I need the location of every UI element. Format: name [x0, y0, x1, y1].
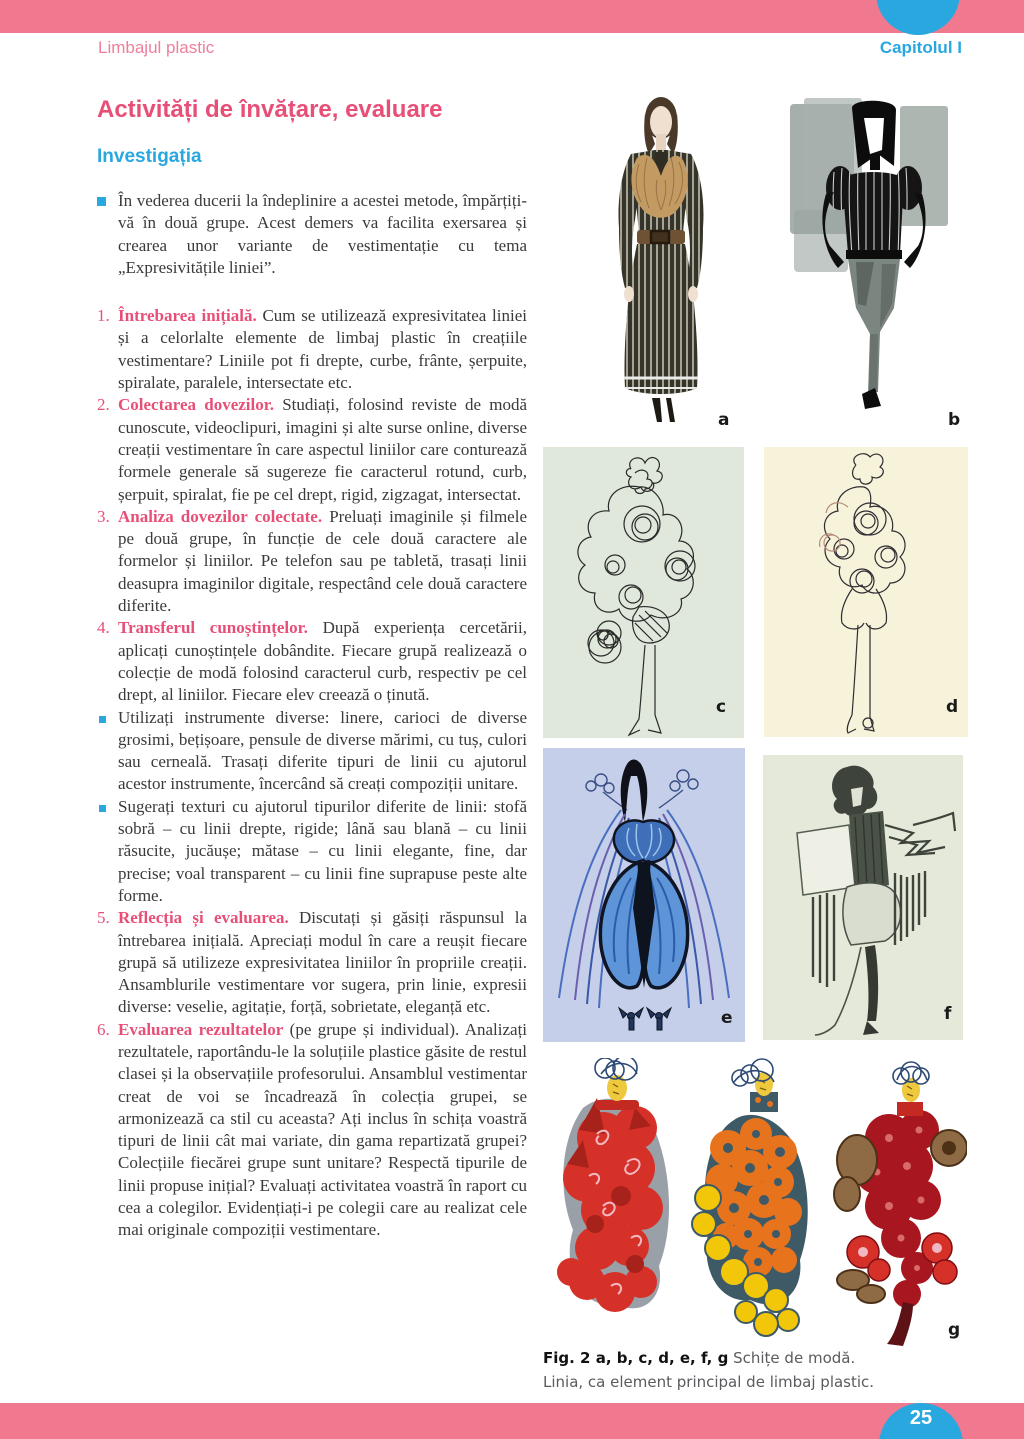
running-header-left: Limbajul plastic — [98, 38, 215, 57]
page-title: Activități de învățare, evaluare — [97, 96, 443, 123]
running-header-chapter: Capitolul I — [879, 38, 962, 57]
sub-bullet-2 — [97, 796, 527, 907]
bullet-text: Sugerați texturi cu ajutorul tipurilor diferite de linii: stofă sobră – cu linii drepte, rigide; lână sau blană – cu linii răsucite, jucăușe; mătase – cu linii elegante, fine, dar precise; voal transparent – cu linii fine suprapuse peste alte forme. — [118, 796, 527, 905]
step-text: (pe grupe și individual). Analizați rezultatele, raportându-le la soluțiile plastice găsite de restul clasei și la observațiile profesorului. Ansamblul vestimentar creat de voi se încadrează în colecția grupei, se armonizează ca stil cu aceasta? Ați inclus în schița voastră tipuri de linii cât mai variate, din gama repartizată grupei? Colecțiile fiecărei grupe sunt unitare? Respectă tipurile de linii propuse inițial? Evaluați activitatea voastră în raport cu cea a colegilor. Evidențiați-i pe colegii care au realizat cele mai originale compoziții vestimentare. — [118, 1019, 528, 1240]
top-pink-bar — [0, 0, 1024, 33]
figure-label-d: d — [946, 697, 959, 717]
step-lead: Reflecția și evaluarea. — [118, 908, 289, 928]
step-5 — [97, 907, 527, 1018]
figure-label-b: b — [948, 410, 961, 430]
bullet-text: Utilizați instrumente diverse: linere, carioci de diverse grosimi, bețișoare, pensule de diverse mărimi, cu tuș, culori sau cerneală. Trasați diferite tipuri de linii cu ajutorul acestor instrumente, încercând să creați compoziții unitare. — [118, 707, 527, 794]
step-lead: Evaluarea rezultatelor — [118, 1019, 284, 1039]
step-text: Studiați, folosind reviste de modă cunoscute, videoclipuri, imagini și alte surse online, diverse creații vestimentare în care aspectul liniilor care conturează formele generale să sugereze fie caracterul rotund, curb, șerpuit, spiralat, fie pe cel drept, rigid, zigzagat, intersectat. — [118, 395, 528, 504]
figure-label-e: e — [721, 1008, 733, 1028]
figure-label-g: g — [948, 1320, 961, 1340]
figure-label-c: c — [716, 697, 727, 717]
step-4 — [97, 617, 527, 706]
figure-label-f: f — [944, 1004, 952, 1024]
intro-paragraph — [97, 190, 527, 279]
intro-text: În vederea ducerii la îndeplinire a acestei metode, împărțiți-vă în două grupe. Acest demers va facilita exersarea și crearea unor variante de vestimentație cu tema „Expresivitățile liniei”. — [118, 191, 527, 277]
figure-caption — [543, 1346, 983, 1394]
fashion-sketch-a — [575, 92, 750, 424]
step-text: După experiența cercetării, aplicați cunoștințele dobândite. Fiecare grupă realizează o colecție de modă folosind caracterul curb, respectiv pe cel drept, al liniilor. Fiecare elev creează o ținută. — [118, 618, 527, 705]
text-column — [97, 190, 527, 1242]
caption-line2: Linia, ca element principal de limbaj plastic. — [543, 1373, 875, 1391]
blue-square-bullet-icon — [97, 197, 106, 206]
fashion-sketch-b — [782, 92, 968, 424]
page-number: 25 — [909, 1407, 933, 1429]
step-number: 6. — [97, 1019, 110, 1039]
step-number: 5. — [97, 908, 110, 928]
step-text: Preluați imaginile și filmele pe două grupe, în funcție de cele două caractere ale formelor și liniilor. Pe telefon sau pe tabletă, trasați linii deasupra imaginilor digitale, respectând cele două caractere diferite. — [118, 506, 527, 616]
step-lead: Întrebarea inițială. — [118, 306, 257, 326]
step-lead: Transferul cunoștințelor. — [118, 618, 308, 638]
fashion-sketch-e — [543, 748, 745, 1042]
step-number: 4. — [97, 618, 110, 638]
fashion-sketch-g — [543, 1058, 967, 1348]
step-lead: Analiza dovezilor colectate. — [118, 506, 323, 526]
fashion-sketch-d — [764, 447, 968, 737]
step-1 — [97, 305, 527, 394]
step-2 — [97, 394, 527, 505]
caption-bold: Fig. 2 a, b, c, d, e, f, g — [543, 1349, 729, 1367]
blue-square-bullet-icon — [99, 805, 106, 812]
caption-rest: Schițe de modă. — [728, 1349, 856, 1367]
section-subtitle: Investigația — [97, 146, 202, 167]
step-number: 3. — [97, 506, 110, 526]
step-number: 2. — [97, 395, 110, 415]
sub-bullet-1 — [97, 707, 527, 796]
step-lead: Colectarea dovezilor. — [118, 395, 274, 415]
step-number: 1. — [97, 306, 110, 326]
fashion-sketch-f — [763, 755, 963, 1040]
figure-label-a: a — [718, 410, 730, 430]
step-6 — [97, 1019, 527, 1242]
fashion-sketch-c — [543, 447, 744, 738]
step-3 — [97, 506, 527, 617]
step-text: Discutați și găsiți răspunsul la întrebarea inițială. Apreciați modul în care a reușit fiecare grupă să utilizeze expresivitatea liniilor în propriile creații. Ansamblurile vestimentare vor sugera, prin linie, expresii diverse: veselie, agitație, forță, sobrietate, eleganță etc. — [118, 908, 527, 1017]
step-text: Cum se utilizează expresivitatea liniei și a celorlalte elemente de limbaj plastic în creațiile vestimentare? Liniile pot fi drepte, curbe, frânte, șerpuite, spiralate, paralele, intersectate etc. — [118, 306, 527, 393]
blue-square-bullet-icon — [99, 716, 106, 723]
bottom-pink-bar — [0, 1403, 1024, 1439]
